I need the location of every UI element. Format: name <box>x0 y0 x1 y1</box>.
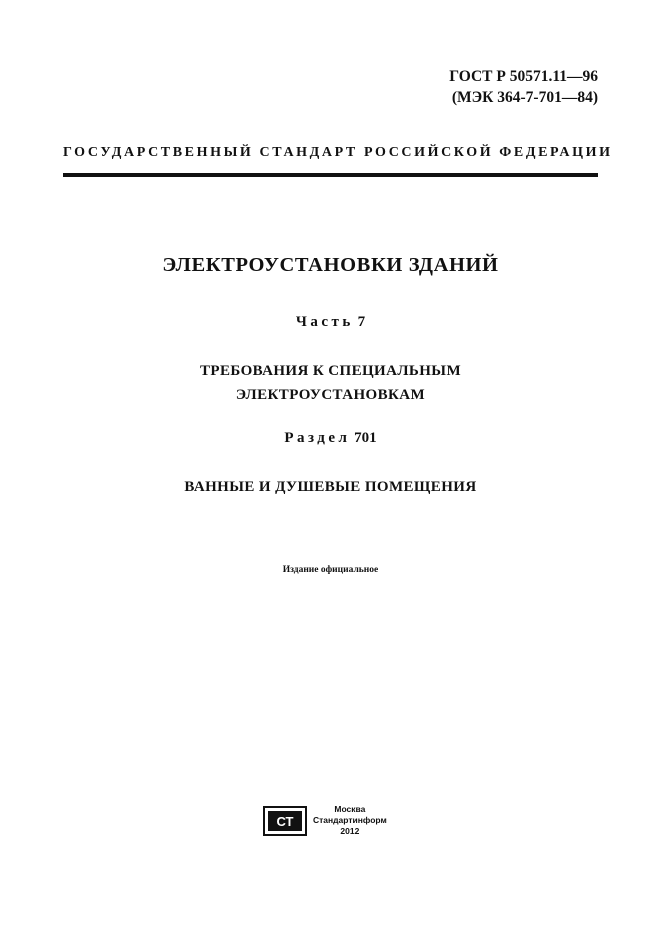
edition-note: Издание официальное <box>282 565 379 575</box>
divider <box>63 173 598 177</box>
subtitle-line-1: ТРЕБОВАНИЯ К СПЕЦИАЛЬНЫМ <box>199 363 461 379</box>
publisher-city: Москва <box>334 804 366 814</box>
part-subtitle <box>0 359 661 407</box>
standard-type: ГОСУДАРСТВЕННЫЙ СТАНДАРТ РОССИЙСКОЙ ФЕДЕРАЦИИ <box>63 145 613 160</box>
publisher-info <box>313 804 387 837</box>
part-label: Часть <box>295 314 354 330</box>
section-number: 701 <box>354 430 377 446</box>
document-title: ЭЛЕКТРОУСТАНОВКИ ЗДАНИЙ <box>162 254 499 276</box>
document-codes <box>449 66 598 108</box>
part-number: 7 <box>357 314 366 330</box>
publisher-imprint <box>263 804 387 837</box>
subtitle-line-2: ЭЛЕКТРОУСТАНОВКАМ <box>235 387 426 403</box>
section-heading <box>0 430 661 447</box>
logo-text: СТ <box>276 813 294 829</box>
section-label: Раздел <box>284 430 351 446</box>
gost-number: ГОСТ Р 50571.11—96 <box>449 68 598 85</box>
iec-number: (МЭК 364-7-701—84) <box>451 89 598 106</box>
section-title: ВАННЫЕ И ДУШЕВЫЕ ПОМЕЩЕНИЯ <box>184 479 477 495</box>
publisher-logo-icon <box>263 806 307 836</box>
publisher-name: Стандартинформ <box>313 815 387 825</box>
part-heading <box>0 314 661 331</box>
publication-year: 2012 <box>340 826 360 836</box>
